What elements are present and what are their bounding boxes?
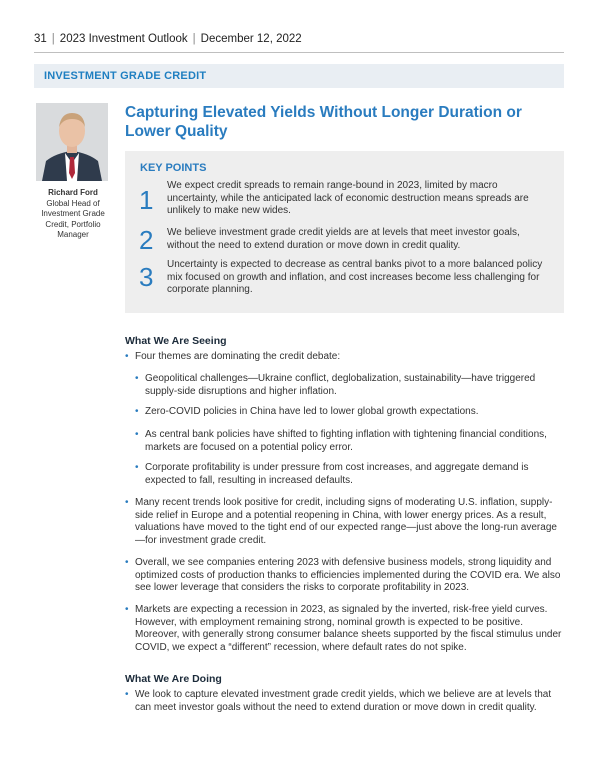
theme-item: • Corporate profitability is under pressure from cost increases, and aggregate demand is expected to fall, resulting in increased defaults. bbox=[135, 462, 529, 486]
author-name: Richard Ford bbox=[48, 188, 98, 197]
publication-date: December 12, 2022 bbox=[200, 33, 302, 45]
section-label: INVESTMENT GRADE CREDIT bbox=[44, 70, 207, 82]
key-point-number: 1 bbox=[139, 185, 154, 215]
key-point-number: 2 bbox=[139, 225, 154, 255]
key-point-text: Uncertainty is expected to decrease as central banks pivot to a more balanced policy mix focused on growth and inflation, and cost increases become less challenging for corporate planning. bbox=[167, 259, 543, 295]
bullet-icon: • bbox=[125, 557, 129, 568]
doing-heading: What We Are Doing bbox=[125, 673, 222, 685]
seeing-heading: What We Are Seeing bbox=[125, 335, 227, 347]
header-divider: | bbox=[192, 33, 196, 45]
theme-item: • As central bank policies have shifted to fighting inflation with tightening financial conditions, markets are focused on a potential policy error. bbox=[135, 429, 547, 453]
bullet-icon: • bbox=[135, 429, 139, 440]
author-portrait-image bbox=[36, 103, 108, 181]
bullet-icon: • bbox=[135, 462, 139, 473]
author-byline bbox=[34, 188, 112, 241]
article-title: Capturing Elevated Yields Without Longer Duration or Lower Quality bbox=[125, 104, 522, 140]
header-rule bbox=[34, 52, 564, 53]
document-title: 2023 Investment Outlook bbox=[59, 33, 188, 45]
bullet-icon: • bbox=[125, 604, 129, 615]
header-divider: | bbox=[51, 33, 55, 45]
author-photo bbox=[36, 103, 108, 181]
page-header bbox=[34, 33, 564, 45]
doing-point: • We look to capture elevated investment grade credit yields, which we believe are at levels that can meet investor goals without the need to extend duration or move down in credit quality. bbox=[125, 689, 552, 713]
seeing-point: • Overall, we see companies entering 2023 with defensive business models, strong liquidity and optimized costs of production thanks to efficiencies implemented during the COVID era. We also see lower leverage that considers the risks to corporate profitability in 2023. bbox=[125, 557, 561, 593]
key-point-text: We believe investment grade credit yields are at levels that meet investor goals, without the need to extend duration or move down in credit quality. bbox=[167, 227, 520, 251]
key-points-heading: KEY POINTS bbox=[140, 162, 207, 174]
theme-item: • Geopolitical challenges—Ukraine conflict, deglobalization, sustainability—have triggered supply-side disruptions and higher inflation. bbox=[135, 373, 536, 397]
seeing-intro: • Four themes are dominating the credit debate: bbox=[125, 351, 341, 362]
bullet-icon: • bbox=[125, 689, 129, 700]
bullet-icon: • bbox=[135, 406, 139, 417]
section-band bbox=[34, 64, 564, 88]
theme-item: • Zero-COVID policies in China have led to lower global growth expectations. bbox=[135, 406, 479, 417]
seeing-point: • Markets are expecting a recession in 2023, as signaled by the inverted, risk-free yield curves. However, with employment remaining strong, nominal growth is expected to be positive. Moreover, with generally strong consumer balance sheets supported by the fiscal stimulus under COVID, we expect a “different” recession, where default rates do not spike. bbox=[125, 604, 562, 653]
bullet-icon: • bbox=[135, 373, 139, 384]
page-number: 31 bbox=[34, 33, 47, 45]
author-role: Global Head of Investment Grade Credit, Portfolio Manager bbox=[41, 198, 105, 239]
bullet-icon: • bbox=[125, 497, 129, 508]
key-point-text: We expect credit spreads to remain range-bound in 2023, limited by macro uncertainty, while the anticipated lack of economic destruction means spreads are unlikely to make new wides. bbox=[167, 180, 529, 216]
bullet-icon: • bbox=[125, 351, 129, 362]
seeing-point: • Many recent trends look positive for credit, including signs of moderating U.S. inflation, supply-side relief in Europe and a potential reopening in China, with lower energy prices. As a result, valuations have moved to the tight end of our expected range—just above the long-run average—for investment grade credit. bbox=[125, 497, 557, 546]
key-point-number: 3 bbox=[139, 262, 154, 292]
